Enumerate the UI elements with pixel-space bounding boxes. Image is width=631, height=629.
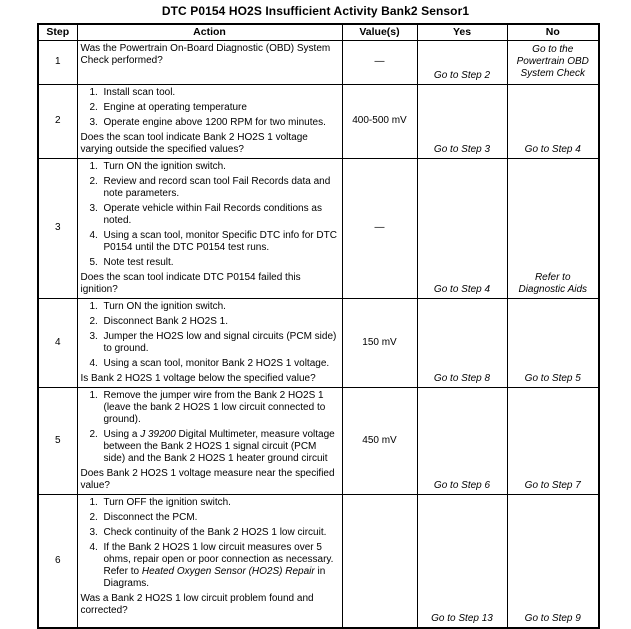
item-text-part: If the Bank 2 HO2S 1 low circuit measures over 5 ohms, repair open or poor connection as necessary. Refer to: [103, 541, 334, 577]
item-number: 4.: [89, 357, 98, 369]
no-cell: Go to Step 9: [507, 494, 599, 628]
item-number: 1.: [89, 160, 98, 172]
item-text: Operate vehicle within Fail Records conditions as noted.: [103, 202, 322, 226]
item-text: Using a scan tool, monitor Bank 2 HO2S 1 voltage.: [103, 357, 330, 369]
item-number: 3.: [89, 330, 98, 342]
item-number: 1.: [89, 86, 98, 98]
column-header-no: No: [507, 24, 599, 40]
step-cell: 1: [38, 40, 77, 84]
action-item: [81, 117, 339, 129]
item-number: 2.: [89, 315, 98, 327]
action-cell: [77, 387, 342, 494]
action-item: [81, 203, 339, 227]
item-number: 2.: [89, 428, 98, 440]
action-cell: [77, 298, 342, 387]
item-number: 2.: [89, 511, 98, 523]
yes-cell: Go to Step 3: [417, 84, 507, 158]
header-row: [38, 24, 599, 40]
action-cell: [77, 40, 342, 84]
item-text: Install scan tool.: [103, 86, 176, 98]
value-cell: 150 mV: [342, 298, 417, 387]
no-cell: Go to the Powertrain OBD System Check: [507, 40, 599, 84]
item-text: Jumper the HO2S low and signal circuits (PCM side) to ground.: [103, 330, 337, 354]
column-header-action: Action: [77, 24, 342, 40]
item-text: Operate engine above 1200 RPM for two minutes.: [103, 116, 326, 128]
no-cell: Go to Step 7: [507, 387, 599, 494]
item-text: Using a scan tool, monitor Specific DTC info for DTC P0154 until the DTC P0154 test runs.: [103, 229, 337, 253]
table-row: [38, 387, 599, 494]
item-text-italic: Heated Oxygen Sensor (HO2S) Repair: [141, 565, 315, 577]
item-number: 3.: [89, 116, 98, 128]
item-text: Turn OFF the ignition switch.: [103, 496, 231, 508]
item-text: Disconnect Bank 2 HO2S 1.: [103, 315, 229, 327]
item-number: 2.: [89, 101, 98, 113]
action-cell: [77, 84, 342, 158]
step-cell: 3: [38, 158, 77, 298]
yes-cell: Go to Step 13: [417, 494, 507, 628]
action-question: Was a Bank 2 HO2S 1 low circuit problem found and corrected?: [80, 592, 314, 616]
action-question: Does the scan tool indicate DTC P0154 failed this ignition?: [80, 271, 301, 295]
value-cell: —: [342, 40, 417, 84]
item-text: [104, 429, 339, 465]
action-item: [81, 316, 339, 328]
step-cell: 5: [38, 387, 77, 494]
action-item: [81, 161, 339, 173]
value-cell: 450 mV: [342, 387, 417, 494]
table-row: [38, 158, 599, 298]
item-text: Review and record scan tool Fail Records data and note parameters.: [103, 175, 331, 199]
action-item: [81, 429, 339, 465]
item-text-part: Using a: [103, 428, 141, 440]
action-question: Does Bank 2 HO2S 1 voltage measure near the specified value?: [80, 467, 335, 491]
yes-cell: Go to Step 2: [417, 40, 507, 84]
action-item: [81, 301, 339, 313]
action-item: [81, 257, 339, 269]
page-title: DTC P0154 HO2S Insufficient Activity Bank2 Sensor1: [161, 4, 470, 18]
action-item: [81, 542, 339, 590]
action-item: [81, 331, 339, 355]
item-number: 4.: [89, 541, 98, 553]
action-item: [81, 230, 339, 254]
dtc-table: [37, 23, 600, 629]
item-text: Engine at operating temperature: [103, 101, 247, 113]
item-number: 1.: [89, 300, 98, 312]
item-text: Turn ON the ignition switch.: [103, 160, 226, 172]
table-row: [38, 40, 599, 84]
step-cell: 2: [38, 84, 77, 158]
item-text: Note test result.: [103, 256, 174, 268]
item-text: Disconnect the PCM.: [103, 511, 198, 523]
action-question: Was the Powertrain On-Board Diagnostic (OBD) System Check performed?: [80, 42, 331, 66]
step-cell: 6: [38, 494, 77, 628]
action-item: [81, 87, 339, 99]
item-text-part: in Diagrams.: [103, 565, 326, 589]
action-item: [81, 512, 339, 524]
item-number: 4.: [89, 229, 98, 241]
action-item: [81, 497, 339, 509]
action-item: [81, 390, 339, 426]
action-item: [81, 527, 339, 539]
item-number: 2.: [89, 175, 98, 187]
step-cell: 4: [38, 298, 77, 387]
item-text: Turn ON the ignition switch.: [103, 300, 226, 312]
value-cell: [342, 494, 417, 628]
item-number: 3.: [89, 526, 98, 538]
action-item: [81, 358, 339, 370]
action-question: Does the scan tool indicate Bank 2 HO2S 1 voltage varying outside the specified values?: [80, 131, 308, 155]
yes-cell: Go to Step 4: [417, 158, 507, 298]
table-row: [38, 298, 599, 387]
yes-cell: Go to Step 6: [417, 387, 507, 494]
yes-cell: Go to Step 8: [417, 298, 507, 387]
item-text: Remove the jumper wire from the Bank 2 HO2S 1 (leave the bank 2 HO2S 1 low circuit connected to ground).: [103, 389, 326, 425]
action-cell: [77, 158, 342, 298]
column-header-yes: Yes: [417, 24, 507, 40]
column-header-values: Value(s): [342, 24, 417, 40]
table-row: [38, 494, 599, 628]
item-text-part: Digital Multimeter, measure voltage between the Bank 2 HO2S 1 signal circuit (PCM side) and the Bank 2 HO2S 1 heater ground circuit: [103, 428, 335, 464]
value-cell: —: [342, 158, 417, 298]
item-text-italic: J 39200: [140, 428, 176, 440]
value-cell: 400-500 mV: [342, 84, 417, 158]
item-text: [104, 542, 339, 590]
no-cell: Refer to Diagnostic Aids: [507, 158, 599, 298]
item-number: 5.: [89, 256, 98, 268]
action-cell: [77, 494, 342, 628]
action-question: Is Bank 2 HO2S 1 voltage below the specified value?: [80, 372, 316, 384]
table-row: [38, 84, 599, 158]
item-number: 1.: [89, 496, 98, 508]
action-item: [81, 176, 339, 200]
item-text: Check continuity of the Bank 2 HO2S 1 low circuit.: [103, 526, 327, 538]
item-number: 3.: [89, 202, 98, 214]
no-cell: Go to Step 4: [507, 84, 599, 158]
item-number: 1.: [89, 389, 98, 401]
no-cell: Go to Step 5: [507, 298, 599, 387]
action-item: [81, 102, 339, 114]
column-header-step: Step: [38, 24, 77, 40]
